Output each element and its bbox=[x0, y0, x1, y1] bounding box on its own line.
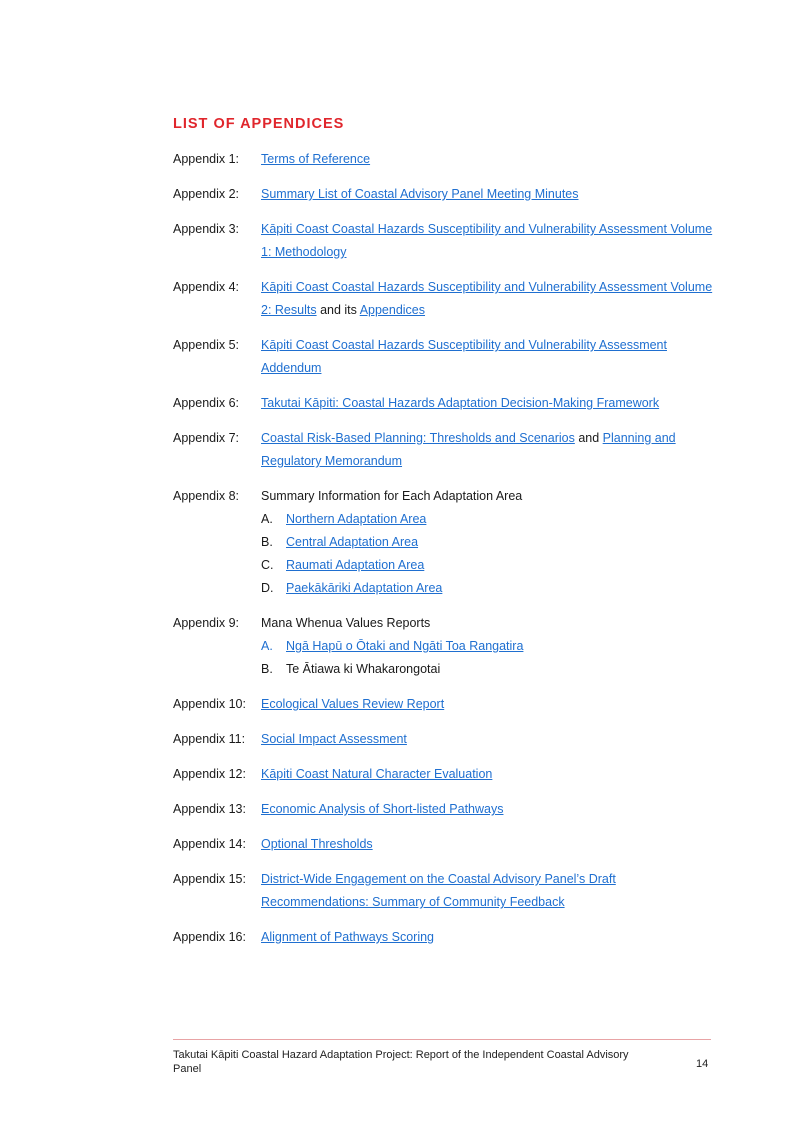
appendix-title bbox=[261, 148, 713, 171]
sub-item-text: Te Ātiawa ki Whakarongotai bbox=[286, 662, 441, 676]
footer-text: Takutai Kāpiti Coastal Hazard Adaptation Project: Report of the Independent Coastal Advisory Panel bbox=[173, 1049, 629, 1075]
appendix-link[interactable]: Kāpiti Coast Coastal Hazards Susceptibility and Vulnerability Assessment Volume 2: Results bbox=[261, 280, 713, 317]
appendix-title bbox=[261, 392, 713, 415]
appendix-label: Appendix 4: bbox=[173, 280, 240, 294]
appendix-link[interactable]: Ecological Values Review Report bbox=[261, 697, 445, 711]
appendix-row bbox=[173, 183, 713, 206]
appendix-row bbox=[173, 485, 713, 600]
sub-item-letter: B. bbox=[261, 535, 273, 549]
sub-item-letter: A. bbox=[261, 512, 273, 526]
page-number: 14 bbox=[696, 1058, 709, 1070]
appendix-row bbox=[173, 427, 713, 473]
appendix-title bbox=[261, 693, 713, 716]
appendix-title bbox=[261, 218, 713, 264]
appendix-row bbox=[173, 798, 713, 821]
appendix-link[interactable]: Social Impact Assessment bbox=[261, 732, 407, 746]
sub-item-link[interactable]: Raumati Adaptation Area bbox=[286, 558, 425, 572]
appendix-label: Appendix 14: bbox=[173, 837, 246, 851]
appendix-link[interactable]: Takutai Kāpiti: Coastal Hazards Adaptation Decision-Making Framework bbox=[261, 396, 660, 410]
appendix-label: Appendix 12: bbox=[173, 767, 246, 781]
appendix-link[interactable]: Coastal Risk-Based Planning: Thresholds and Scenarios bbox=[261, 431, 575, 445]
appendix-label: Appendix 7: bbox=[173, 431, 240, 445]
sub-item-letter: D. bbox=[261, 581, 274, 595]
appendix-title bbox=[261, 833, 713, 856]
sub-item bbox=[261, 554, 713, 577]
appendix-label: Appendix 8: bbox=[173, 489, 240, 503]
sub-item-letter: B. bbox=[261, 662, 273, 676]
appendix-link[interactable]: Optional Thresholds bbox=[261, 837, 373, 851]
appendix-title bbox=[261, 926, 713, 949]
appendix-link[interactable]: Planning and Regulatory Memorandum bbox=[261, 431, 676, 468]
appendix-row bbox=[173, 148, 713, 171]
sub-item bbox=[261, 531, 713, 554]
appendix-title bbox=[261, 183, 713, 206]
appendix-row bbox=[173, 868, 713, 914]
appendix-title bbox=[261, 276, 713, 322]
appendix-link[interactable]: Summary List of Coastal Advisory Panel Meeting Minutes bbox=[261, 187, 579, 201]
sub-item-letter: C. bbox=[261, 558, 274, 572]
appendix-row bbox=[173, 334, 713, 380]
appendix-title bbox=[261, 485, 713, 600]
appendix-title bbox=[261, 868, 713, 914]
appendix-label: Appendix 9: bbox=[173, 616, 240, 630]
appendix-row bbox=[173, 763, 713, 786]
appendix-title bbox=[261, 728, 713, 751]
appendix-row bbox=[173, 276, 713, 322]
appendix-link[interactable]: Kāpiti Coast Natural Character Evaluation bbox=[261, 767, 493, 781]
appendix-label: Appendix 3: bbox=[173, 222, 240, 236]
appendix-row bbox=[173, 218, 713, 264]
appendix-row bbox=[173, 728, 713, 751]
sub-item-link[interactable]: Northern Adaptation Area bbox=[286, 512, 427, 526]
appendix-link[interactable]: District-Wide Engagement on the Coastal Advisory Panel’s Draft Recommendations: Summary of Community Feedback bbox=[261, 872, 616, 909]
appendix-row bbox=[173, 833, 713, 856]
appendix-link[interactable]: Appendices bbox=[359, 303, 426, 317]
sub-item-letter: A. bbox=[261, 639, 273, 653]
appendix-title bbox=[261, 334, 713, 380]
sub-item bbox=[261, 508, 713, 531]
appendix-link[interactable]: Alignment of Pathways Scoring bbox=[261, 930, 435, 944]
appendix-row bbox=[173, 612, 713, 681]
sub-item-link[interactable]: Central Adaptation Area bbox=[286, 535, 419, 549]
appendix-label: Appendix 5: bbox=[173, 338, 240, 352]
appendix-label: Appendix 1: bbox=[173, 152, 240, 166]
appendix-text: and its bbox=[316, 303, 360, 317]
appendix-text: Mana Whenua Values Reports bbox=[261, 616, 431, 630]
page-title: LIST OF APPENDICES bbox=[173, 116, 345, 132]
appendix-label: Appendix 2: bbox=[173, 187, 240, 201]
appendix-label: Appendix 10: bbox=[173, 697, 246, 711]
appendix-label: Appendix 11: bbox=[173, 732, 246, 746]
appendix-link[interactable]: Terms of Reference bbox=[261, 152, 371, 166]
appendix-row bbox=[173, 392, 713, 415]
appendix-label: Appendix 15: bbox=[173, 872, 246, 886]
appendix-link[interactable]: Economic Analysis of Short-listed Pathways bbox=[261, 802, 504, 816]
sub-item-link[interactable]: Paekākāriki Adaptation Area bbox=[286, 581, 443, 595]
sub-item bbox=[261, 577, 713, 600]
appendix-row bbox=[173, 693, 713, 716]
sub-item bbox=[261, 635, 713, 658]
appendix-title bbox=[261, 763, 713, 786]
appendix-text: and bbox=[574, 431, 603, 445]
appendix-text: Summary Information for Each Adaptation Area bbox=[261, 489, 523, 503]
appendix-link[interactable]: Kāpiti Coast Coastal Hazards Susceptibility and Vulnerability Assessment Volume 1: Methodology bbox=[261, 222, 713, 259]
sub-item-link[interactable]: Ngā Hapū o Ōtaki and Ngāti Toa Rangatira bbox=[286, 639, 524, 653]
appendix-label: Appendix 13: bbox=[173, 802, 246, 816]
appendix-row bbox=[173, 926, 713, 949]
appendix-title bbox=[261, 798, 713, 821]
appendix-title bbox=[261, 427, 713, 473]
appendix-title bbox=[261, 612, 713, 681]
appendix-label: Appendix 16: bbox=[173, 930, 246, 944]
appendix-link[interactable]: Kāpiti Coast Coastal Hazards Susceptibility and Vulnerability Assessment Addendum bbox=[261, 338, 667, 375]
footer-rule bbox=[173, 1039, 711, 1040]
sub-item bbox=[261, 658, 713, 681]
appendix-list bbox=[173, 148, 713, 961]
appendix-label: Appendix 6: bbox=[173, 396, 240, 410]
